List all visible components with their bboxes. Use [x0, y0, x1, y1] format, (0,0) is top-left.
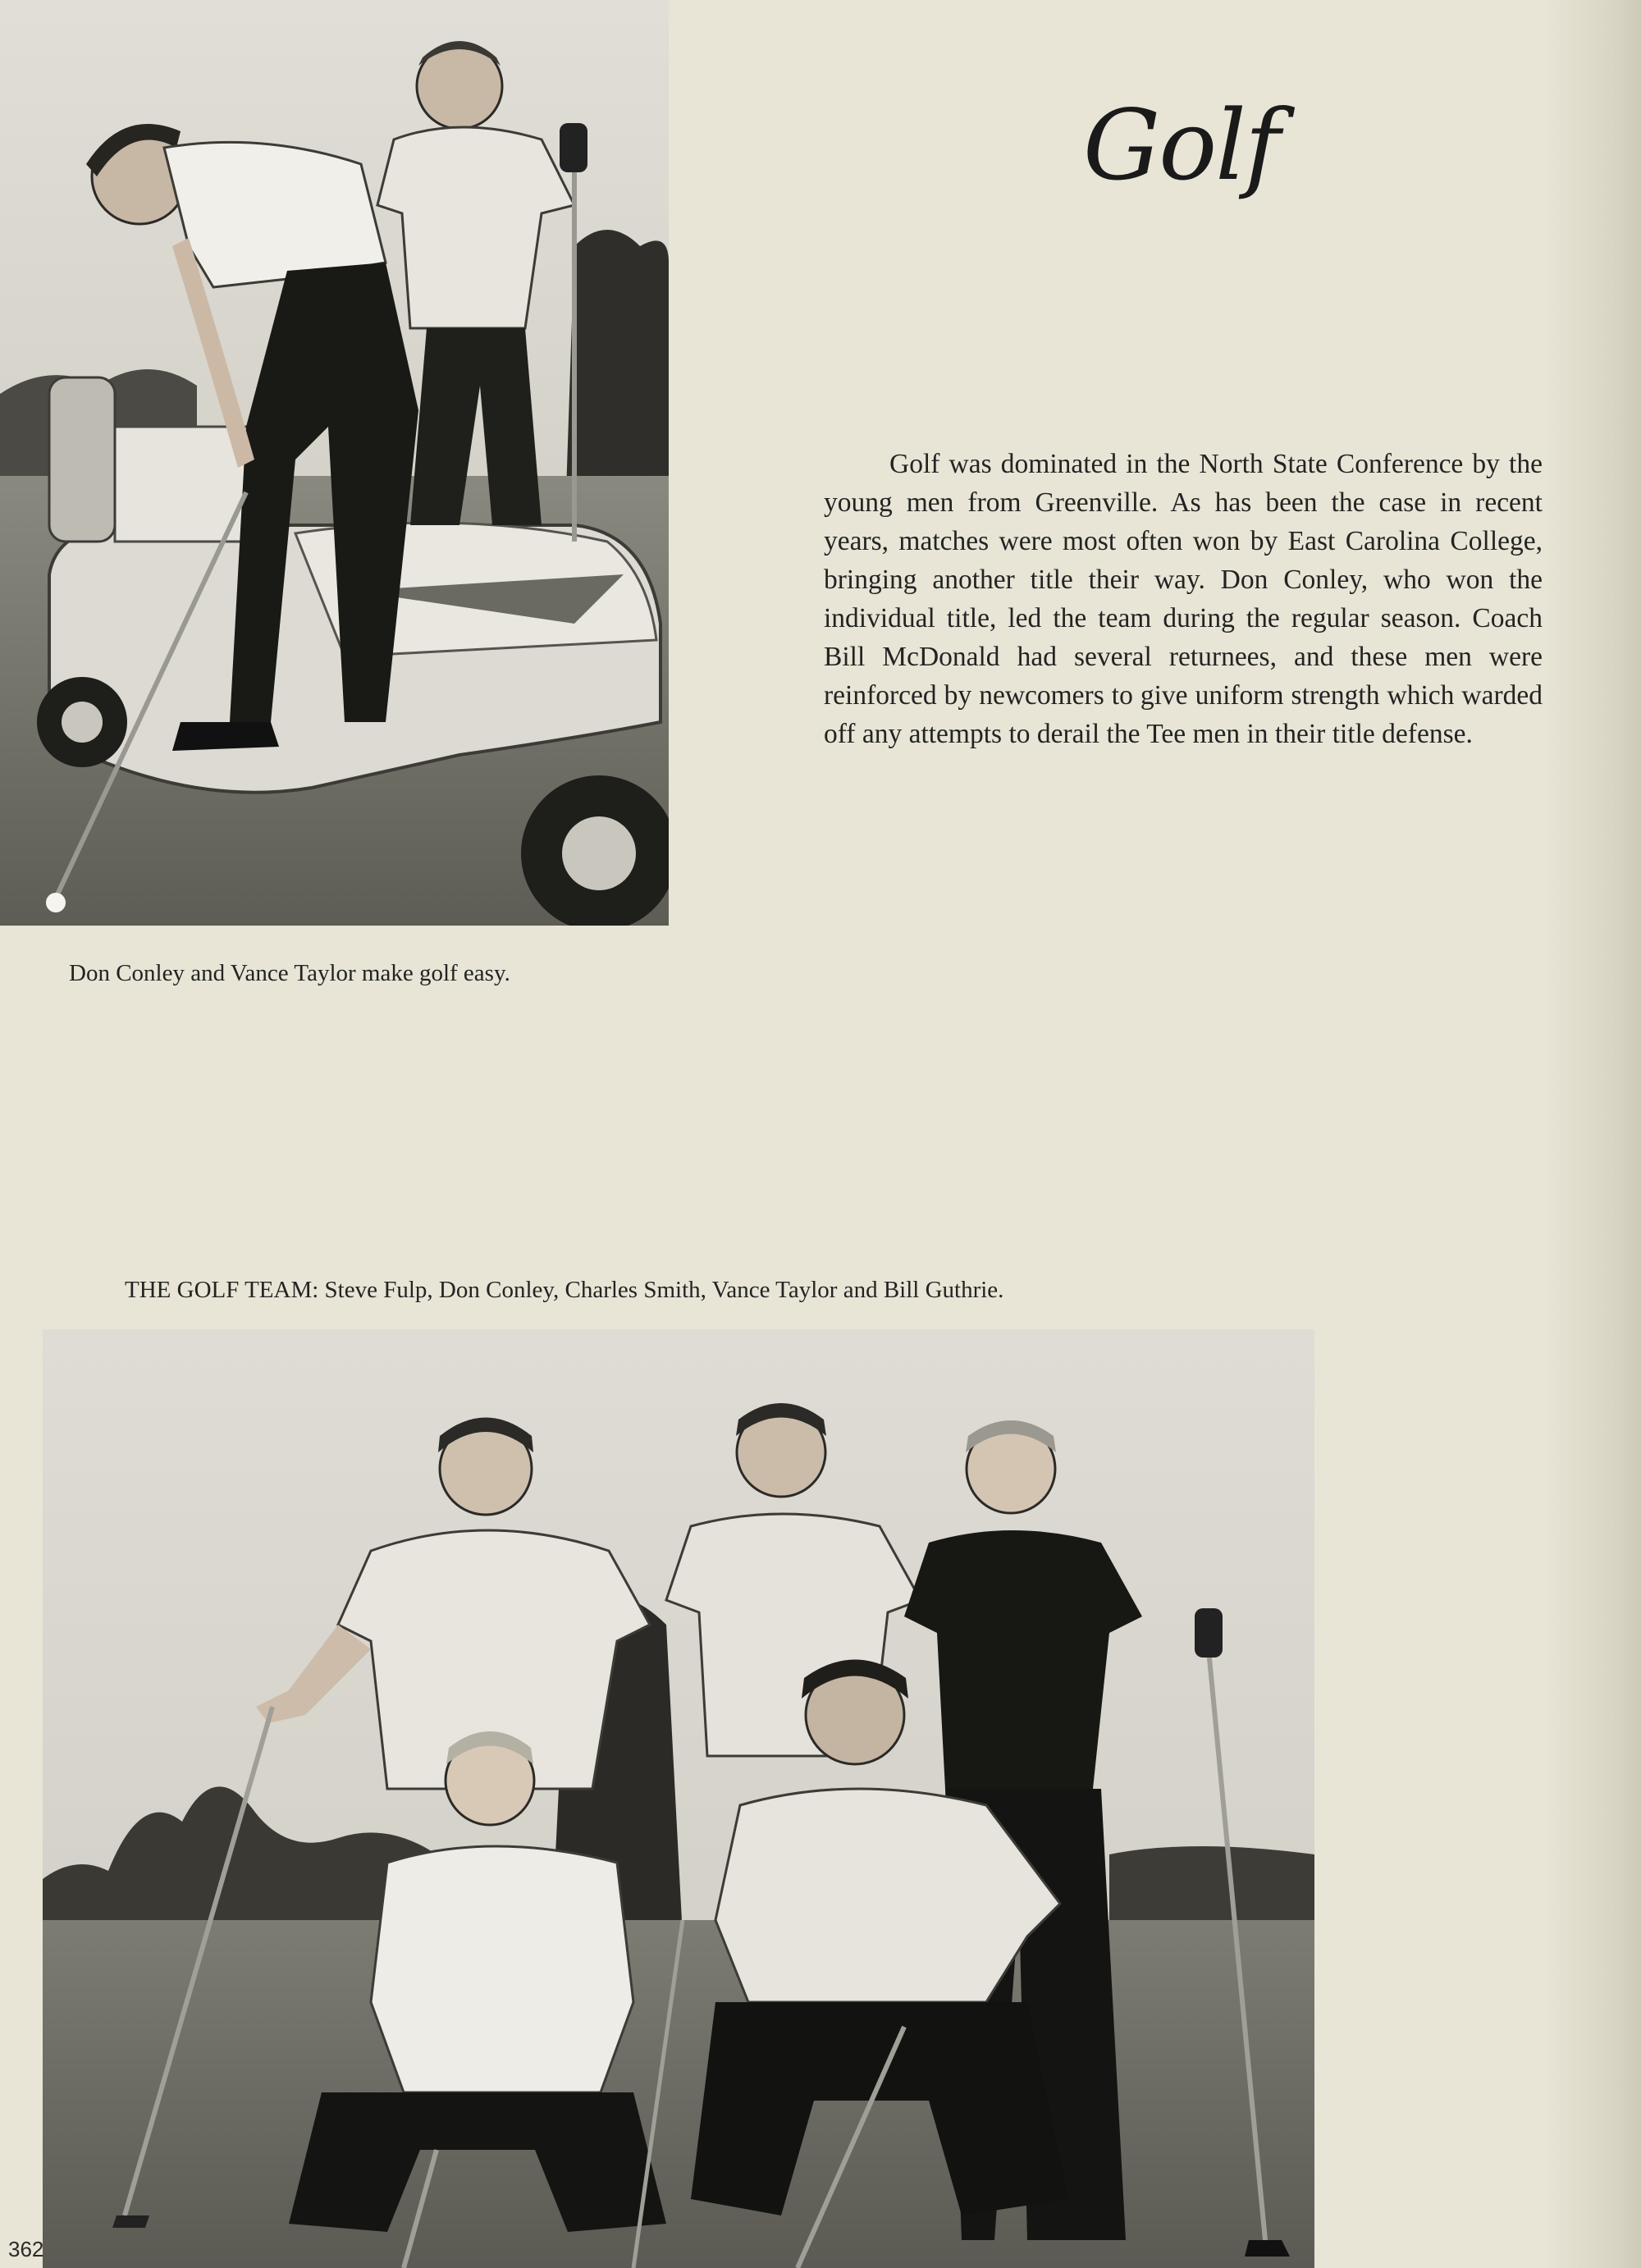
team-caption-label: THE GOLF TEAM: [125, 1277, 319, 1303]
page-title: Golf [1083, 89, 1279, 202]
team-photo-caption [125, 1275, 1003, 1305]
team-caption-names: Steve Fulp, Don Conley, Charles Smith, Vance Taylor and Bill Guthrie. [324, 1277, 1004, 1303]
golf-cart-photo [0, 0, 669, 926]
top-photo-caption: Don Conley and Vance Taylor make golf easy. [69, 960, 510, 986]
article-body: Golf was dominated in the North State Conference by the young men from Greenville. As has been the case in recent years, matches were most often won by East Carolina College, bringing another title their way. Don Conley, who won the individual title, led the team during the regular season. Coach Bill McDonald had several returnees, and these men were reinforced by newcomers to give uniform strength which warded off any attempts to derail the Tee men in their title defense. [824, 448, 1543, 749]
page-number: 362 [8, 2237, 44, 2261]
golf-team-illustration [43, 1329, 1314, 2268]
golf-cart-illustration [0, 0, 669, 926]
golf-team-photo [43, 1329, 1314, 2268]
page-edge-shadow [1543, 0, 1641, 2268]
